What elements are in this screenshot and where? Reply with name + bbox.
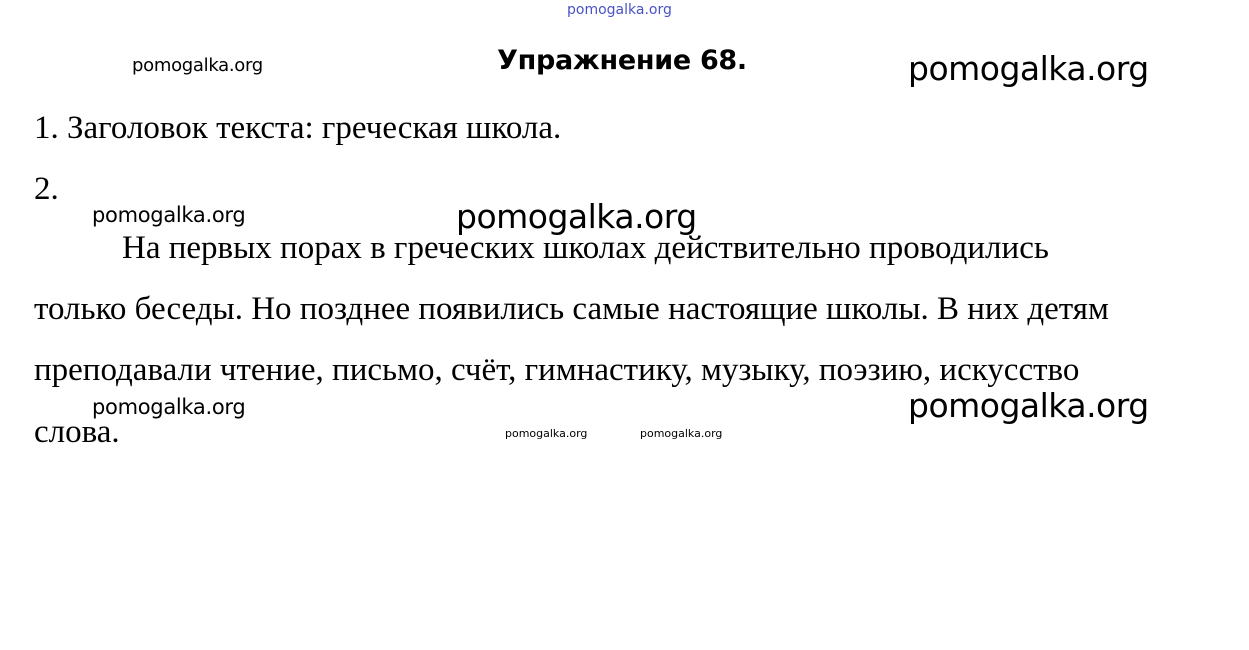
watermark-right: pomogalka.org: [908, 49, 1149, 88]
paragraph-line: слова.: [34, 414, 120, 450]
item-1-text: 1. Заголовок текста: греческая школа.: [34, 110, 562, 146]
watermark-left: pomogalka.org: [92, 395, 246, 419]
exercise-title: Упражнение 68.: [497, 45, 747, 76]
paragraph-line: На первых порах в греческих школах действительно проводились: [122, 230, 1049, 266]
watermark-left: pomogalka.org: [92, 203, 246, 227]
watermark-bottom: pomogalka.org: [505, 427, 588, 440]
paragraph-line: только беседы. Но позднее появились самые настоящие школы. В них детям: [34, 291, 1109, 327]
paragraph-line: преподавали чтение, письмо, счёт, гимнастику, музыку, поэзию, искусство: [34, 352, 1080, 388]
watermark-top: pomogalka.org: [567, 2, 672, 18]
watermark-left: pomogalka.org: [132, 55, 263, 76]
watermark-right: pomogalka.org: [908, 386, 1149, 425]
watermark-center: pomogalka.org: [456, 197, 697, 236]
watermark-bottom: pomogalka.org: [640, 427, 723, 440]
item-2-number: 2.: [34, 171, 59, 207]
